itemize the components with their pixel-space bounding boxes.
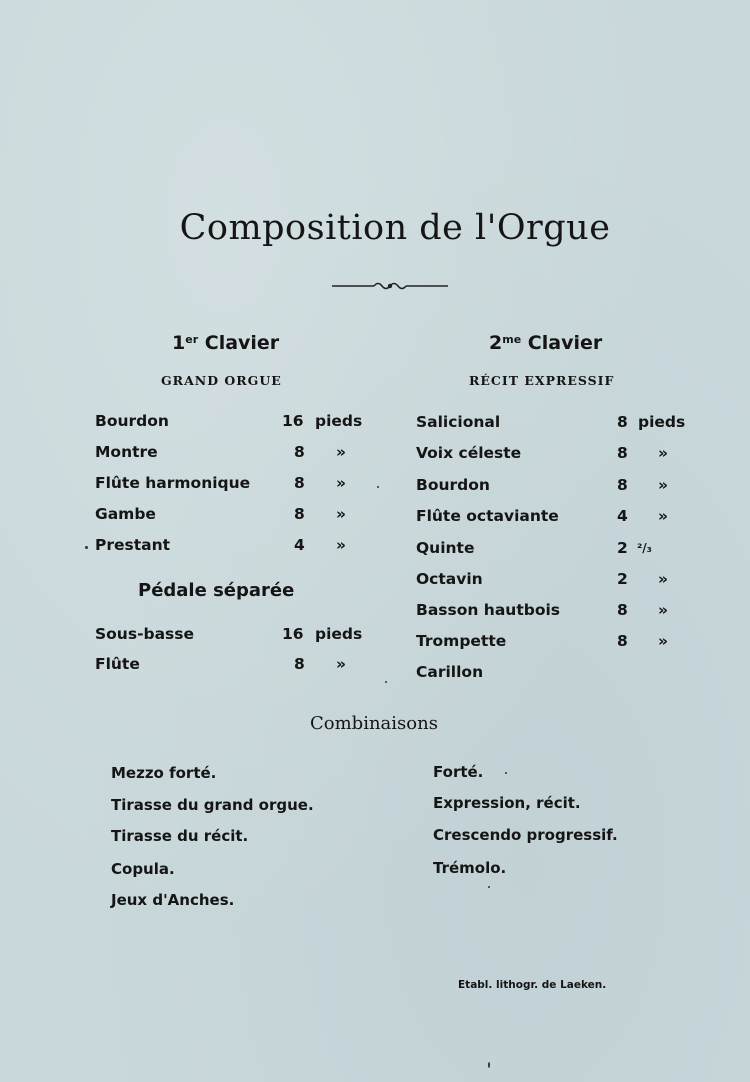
stop-size: 16 (282, 412, 304, 430)
print-speck (505, 772, 507, 774)
print-speck (385, 681, 387, 683)
stop-name: Bourdon (95, 412, 169, 430)
stop-name: Salicional (416, 413, 501, 431)
pedale-heading: Pédale séparée (138, 580, 295, 601)
combination-item: Copula. (111, 860, 175, 878)
stop-name: Montre (95, 443, 158, 461)
stop-name: Gambe (95, 505, 156, 523)
combination-item: Expression, récit. (433, 794, 581, 812)
clavier2-word: Clavier (527, 332, 603, 354)
stop-unit: pieds (315, 412, 363, 430)
stop-size: 8 (294, 443, 305, 461)
stop-size: 8 (294, 505, 305, 523)
print-speck (488, 1062, 490, 1068)
clavier1-number: 1 (172, 332, 186, 354)
stop-size: 8 (294, 655, 305, 673)
print-speck (488, 886, 490, 888)
stop-size: 8 (617, 601, 628, 619)
stop-unit: » (658, 507, 669, 525)
stop-name: Flûte octaviante (416, 507, 559, 525)
stop-size: 4 (617, 507, 628, 525)
stop-unit: » (336, 536, 347, 554)
stop-size: 8 (617, 444, 628, 462)
clavier1-heading (172, 332, 279, 354)
clavier1-subtitle: GRAND ORGUE (161, 373, 282, 388)
combination-item: Tirasse du grand orgue. (111, 796, 314, 814)
clavier2-superscript: me (502, 333, 522, 346)
printer-imprint: Etabl. lithogr. de Laeken. (458, 979, 607, 991)
stop-unit: » (658, 570, 669, 588)
stop-unit: » (336, 443, 347, 461)
stop-size: 8 (617, 413, 628, 431)
stop-size: 8 (617, 632, 628, 650)
stop-unit: » (336, 655, 347, 673)
clavier1-word: Clavier (204, 332, 280, 354)
print-speck (85, 546, 88, 549)
page-title: Composition de l'Orgue (179, 208, 611, 248)
clavier2-subtitle: RÉCIT EXPRESSIF (469, 373, 615, 388)
ornament-divider (330, 278, 450, 294)
combination-item: Crescendo progressif. (433, 826, 618, 844)
combination-item: Tirasse du récit. (111, 827, 249, 845)
combination-item: Jeux d'Anches. (111, 891, 235, 909)
print-speck (377, 486, 379, 488)
stop-size: 8 (617, 476, 628, 494)
stop-name: Sous-basse (95, 625, 195, 643)
stop-unit: pieds (315, 625, 363, 643)
stop-name: Octavin (416, 570, 483, 588)
stop-size: 4 (294, 536, 305, 554)
stop-name: Prestant (95, 536, 171, 554)
stop-unit: » (658, 632, 669, 650)
clavier2-number: 2 (489, 332, 503, 354)
stop-name: Flûte (95, 655, 140, 673)
combinaisons-heading: Combinaisons (310, 713, 438, 734)
combination-item: Trémolo. (433, 859, 507, 877)
stop-name: Bourdon (416, 476, 490, 494)
stop-unit: » (658, 476, 669, 494)
combination-item: Forté. (433, 763, 484, 781)
stop-size: 8 (294, 474, 305, 492)
stop-name: Carillon (416, 663, 484, 681)
stop-name: Quinte (416, 539, 475, 557)
clavier1-superscript: er (185, 333, 199, 346)
stop-size: 2 (617, 539, 628, 557)
stop-name: Flûte harmonique (95, 474, 251, 492)
stop-unit: » (336, 474, 347, 492)
stop-unit: » (658, 444, 669, 462)
stop-size: 2 (617, 570, 628, 588)
stop-unit: ²/₃ (637, 541, 652, 555)
clavier2-heading (489, 332, 602, 354)
stop-unit: » (658, 601, 669, 619)
stop-name: Voix céleste (416, 444, 522, 462)
stop-name: Basson hautbois (416, 601, 561, 619)
stop-unit: » (336, 505, 347, 523)
combination-item: Mezzo forté. (111, 764, 217, 782)
stop-name: Trompette (416, 632, 507, 650)
stop-size: 16 (282, 625, 304, 643)
stop-unit: pieds (638, 413, 686, 431)
